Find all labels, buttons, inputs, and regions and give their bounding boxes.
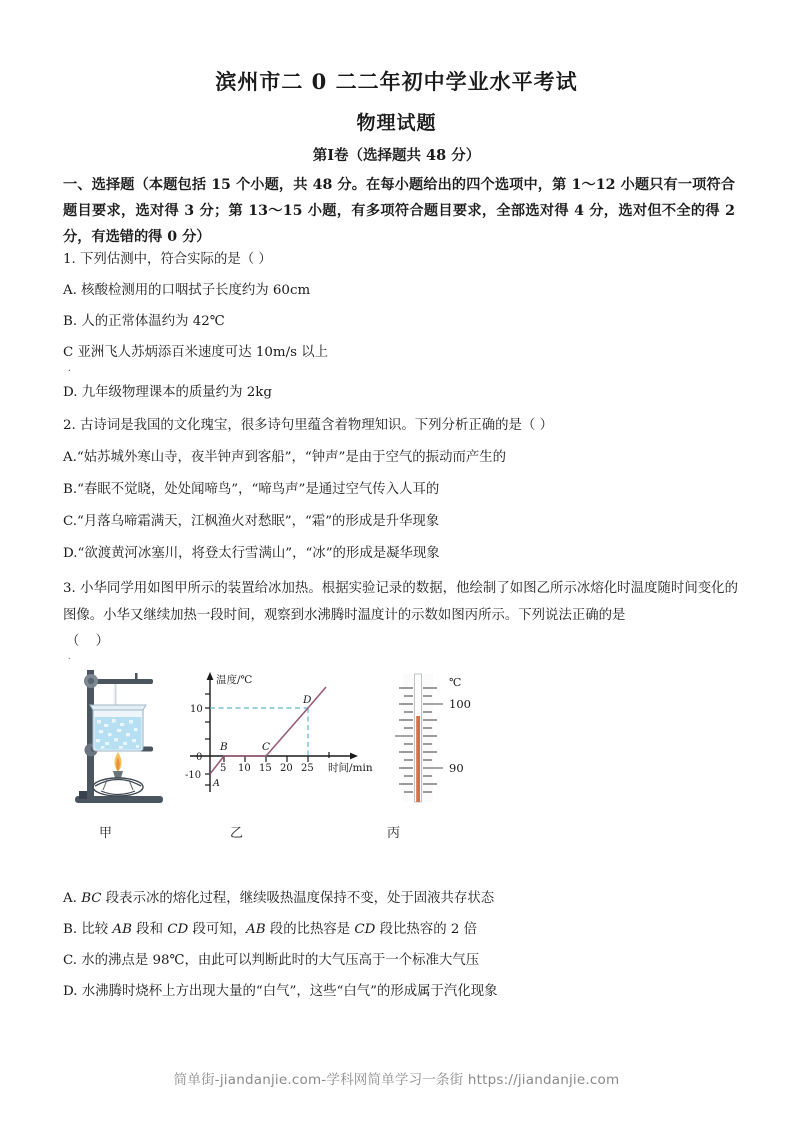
svg-text:10: 10 bbox=[190, 704, 203, 715]
figure-caption-yi: 乙 bbox=[230, 826, 244, 841]
question-2-option-c[interactable]: C.“月落乌啼霜满天，江枫渔火对愁眠”，“霜”的形成是升华现象 bbox=[63, 514, 440, 529]
svg-text:C: C bbox=[262, 741, 271, 753]
svg-text:D: D bbox=[303, 694, 312, 706]
question-3-option-c[interactable]: C. 水的沸点是 98℃，由此可以判断此时的大气压高于一个标准大气压 bbox=[63, 953, 480, 968]
svg-text:5: 5 bbox=[220, 763, 227, 774]
svg-text:温度/℃: 温度/℃ bbox=[216, 674, 253, 686]
footer-watermark: 简单街-jiandanjie.com-学科网简单学习一条街 https://jiandanjie.com bbox=[173, 1072, 620, 1088]
svg-text:20: 20 bbox=[280, 763, 293, 774]
question-2-option-d[interactable]: D.“欲渡黄河冰塞川，将登太行雪满山”，“冰”的形成是凝华现象 bbox=[63, 546, 440, 561]
svg-text:A: A bbox=[213, 778, 220, 789]
svg-text:0: 0 bbox=[196, 752, 203, 763]
section-heading: 第Ⅰ卷（选择题共 48 分） bbox=[312, 147, 481, 164]
figure-bing-thermometer bbox=[373, 664, 493, 816]
question-3-figure-group bbox=[63, 660, 738, 860]
question-1-stray-mark: . bbox=[68, 362, 71, 374]
svg-text:25: 25 bbox=[301, 763, 314, 774]
question-1-stem: 1. 下列估测中，符合实际的是（ ） bbox=[63, 252, 272, 267]
question-3-answer-parens: （ ） bbox=[66, 634, 116, 649]
svg-text:15: 15 bbox=[259, 763, 272, 774]
question-1-option-b[interactable]: B. 人的正常体温约为 42℃ bbox=[63, 314, 225, 329]
question-2-stem: 2. 古诗词是我国的文化瑰宝，很多诗句里蕴含着物理知识。下列分析正确的是（ ） bbox=[63, 418, 553, 433]
svg-text:100: 100 bbox=[449, 697, 471, 711]
question-1-option-d[interactable]: D. 九年级物理课本的质量约为 2kg bbox=[63, 385, 272, 400]
svg-text:90: 90 bbox=[449, 761, 464, 775]
svg-text:时间/min: 时间/min bbox=[328, 762, 373, 774]
page-title: 滨州市二 0 二二年初中学业水平考试 bbox=[215, 69, 578, 94]
question-1-option-c[interactable]: C 亚洲飞人苏炳添百米速度可达 10m/s 以上 bbox=[63, 345, 328, 360]
svg-text:-10: -10 bbox=[185, 770, 202, 781]
svg-text:B: B bbox=[220, 741, 228, 753]
question-2-option-a[interactable]: A.“姑苏城外寒山寺，夜半钟声到客船”，“钟声”是由于空气的振动而产生的 bbox=[63, 450, 507, 465]
figure-caption-bing: 丙 bbox=[387, 826, 401, 841]
page-subtitle: 物理试题 bbox=[356, 112, 437, 134]
question-3-stem: 3. 小华同学用如图甲所示的装置给冰加热。根据实验记录的数据，他绘制了如图乙所示冰熔化时温度随时间变化的图像。小华又继续加热一段时间，观察到水沸腾时温度计的示数如图丙所示。下列说法正确的是 bbox=[63, 581, 738, 623]
question-3-option-a[interactable]: A. BC 段表示冰的熔化过程，继续吸热温度保持不变，处于固液共存状态 bbox=[63, 891, 495, 906]
svg-text:℃: ℃ bbox=[449, 676, 462, 689]
instructions-paragraph: 一、选择题（本题包括 15 个小题，共 48 分。在每小题给出的四个选项中，第 1～12 小题只有一项符合题目要求，选对得 3 分；第 13～15 小题，有多项符合题目要求，全部选对得 4 分，选对但不全的得 2 分，有选错的得 0 分） bbox=[63, 177, 735, 245]
question-1-option-a[interactable]: A. 核酸检测用的口咽拭子长度约为 60cm bbox=[63, 283, 311, 298]
svg-text:10: 10 bbox=[238, 763, 251, 774]
question-3-option-b[interactable]: B. 比较 AB 段和 CD 段可知，AB 段的比热容是 CD 段比热容的 2 倍 bbox=[63, 922, 478, 937]
figure-jia-apparatus bbox=[63, 660, 183, 815]
question-3-stray-mark: . bbox=[68, 651, 71, 662]
figure-yi-chart bbox=[168, 664, 398, 814]
figure-caption-jia: 甲 bbox=[99, 826, 113, 841]
question-2-option-b[interactable]: B.“春眠不觉晓，处处闻啼鸟”，“啼鸟声”是通过空气传入人耳的 bbox=[63, 482, 440, 497]
question-3-option-d[interactable]: D. 水沸腾时烧杯上方出现大量的“白气”，这些“白气”的形成属于汽化现象 bbox=[63, 984, 498, 999]
